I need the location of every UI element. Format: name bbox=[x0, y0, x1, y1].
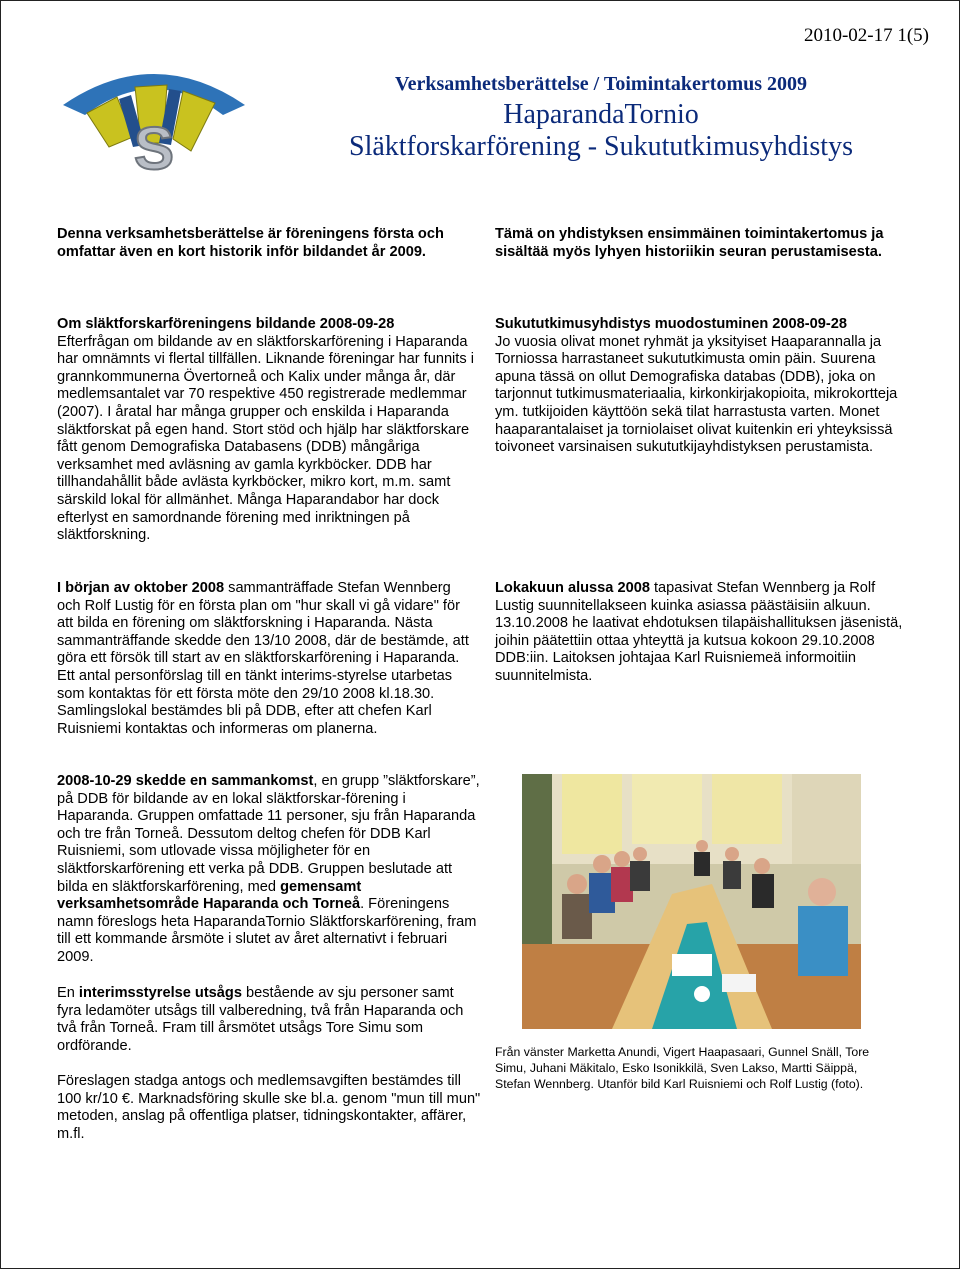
association-logo-icon bbox=[59, 53, 249, 175]
meeting-photo bbox=[522, 774, 861, 1029]
photo-caption: Från vänster Marketta Anundi, Vigert Haapasaari, Gunnel Snäll, Tore Simu, Juhani Mäkitalo, Esko Isonikkilä, Sven Lakso, Martti Säippä, Stefan Wennberg. Utanför bild Karl Ruisniemi och Rolf Lustig (foto). bbox=[495, 1045, 870, 1091]
document-title bbox=[251, 71, 951, 163]
section-statutes: Föreslagen stadga antogs och medlemsavgiften bestämdes till 100 kr/10 €. Marknadsföring skulle ske bl.a. genom "mun till mun" metoden, anslag på offentliga platser, tidningskontakter, affärer, m.fl. bbox=[57, 1073, 481, 1142]
section-body: Efterfrågan om bildande av en släktforskarförening i Haparanda har omnämnts vi flertal tillfällen. Liknande föreningar har funnits i grannkommunerna Övertorneå och Kalix under många år, där medlemsantalet var 70 respektive 450 registrerade medlemmar (2007). I åratal har många grupper och enskilda i Haparanda släktforskat på egen hand. Stort stöd och hjälp har släktforskare fått genom Demografiska Databasens (DDB) mångåriga verksamhet med avläsning av gamla kyrkböcker. DDB har tillhandahållit både avlästa kyrkböcker, mikro kort, m.m. samt särskild lokal för allmänhet. Många Haparandabor har dock efterlyst en samordnande förening med inriktningen på släktforskning. bbox=[57, 333, 474, 544]
section-heading: Sukututkimusyhdistys muodostuminen 2008-09-28 bbox=[495, 316, 847, 332]
section-formation-swedish bbox=[57, 316, 482, 545]
lead-text: I början av oktober 2008 bbox=[57, 580, 225, 596]
bold-text: interimsstyrelse utsågs bbox=[78, 985, 242, 1001]
section-heading: Om släktforskarföreningens bildande 2008-09-28 bbox=[57, 316, 395, 332]
body-text: sammanträffade Stefan Wennberg och Rolf Lustig för en första plan om "hur skall vi gå vidare" för att bilda en förening om släktforskning i Haparanda. Nästa sammanträffande skedde den 13/10 2008, där de bestämde, att göra ett försök till start av en släktforskarförening i Haparanda. Ett antal personförslag till en tänkt interims-styrelse utarbetas som kontaktas för ett första möte den 29/10 2008 kl.18.30. Samlingslokal bestämdes bli på DDB, efter att chefen Karl Ruisniemi kontaktas och informeras om planerna. bbox=[57, 580, 469, 737]
date-reference: 2010-02-17 1(5) bbox=[803, 25, 929, 46]
intro-finnish: Tämä on yhdistyksen ensimmäinen toimintakertomus ja sisältää myös lyhyen historiikin seuran perustamisesta. bbox=[495, 226, 884, 260]
lead-text: 2008-10-29 skedde en sammankomst bbox=[57, 773, 314, 789]
section-october-finnish bbox=[495, 580, 905, 686]
title-line-2: HaparandaTornio bbox=[503, 99, 699, 130]
intro-swedish: Denna verksamhetsberättelse är föreningens första och omfattar även en kort historik inför bildandet år 2009. bbox=[57, 226, 444, 260]
body-text: . Föreningens namn föreslogs heta HaparandaTornio Släktforskarförening, fram till ett kommande årsmöte i slutet av året alternativt i februari 2009. bbox=[57, 896, 477, 965]
section-formation-finnish bbox=[495, 316, 915, 457]
body-text: En bbox=[57, 985, 79, 1001]
title-line-1: Verksamhetsberättelse / Toimintakertomus 2009 bbox=[394, 73, 808, 95]
lead-text: Lokakuun alussa 2008 bbox=[495, 580, 650, 596]
section-october-swedish bbox=[57, 580, 477, 738]
title-line-3: Släktforskarförening - Sukututkimusyhdistys bbox=[349, 131, 853, 162]
section-meeting bbox=[57, 773, 482, 967]
body-text: tapasivat Stefan Wennberg ja Rolf Lustig suunnitellakseen kuinka asiassa päästäisiin alkuun. 13.10.2008 he laativat ehdotuksen tilapäishallituksen jäsenistä, joihin päätettiin ottaa yhteyttä ja kutsua kokoon 29.10.2008 DDB:iin. Laitoksen johtajaa Karl Ruisniemeä informoitiin suunnitelmista. bbox=[495, 580, 903, 684]
logo-letter: S bbox=[133, 115, 175, 175]
bold-text: gemensamt verksamhetsområde Haparanda och Torneå bbox=[57, 878, 362, 913]
section-body: Jo vuosia olivat monet ryhmät ja yksityiset Haaparannalla ja Torniossa harrastaneet sukututkimusta omin päin. Suurena apuna tässä on ollut Demografiska databas (DDB), joka on tarjonnut tutkimusmateriaalia, kirkonkirjakopioita, mikrokortteja ym. tutkijoiden käyttöön sekä tilat harrastusta varten. Monet haaparantalaiset ja torniolaiset olivat kuitenkin eri yhteyksissä toivoneet varsinaisen sukututkijayhdistyksen perustamista. bbox=[495, 333, 898, 456]
section-interim-board bbox=[57, 985, 482, 1055]
body-text: bestående av sju personer samt fyra ledamöter utsågs till valberedning, två från Haparanda och två från Torneå. Fram till årsmötet utsågs Tore Simu som ordförande. bbox=[57, 985, 464, 1054]
body-text: , en grupp ”släktforskare”, på DDB för bildande av en lokal släktforskar-förening i Haparanda. Gruppen omfattade 11 personer, sju från Haparanda och tre från Torneå. Dessutom deltog chefen för DDB Karl Ruisniemi, som utlovade vissa möjligheter för en släktforskarförening ett verka på DDB. Gruppen beslutade att bilda en släktforskarförening, med bbox=[57, 773, 480, 895]
